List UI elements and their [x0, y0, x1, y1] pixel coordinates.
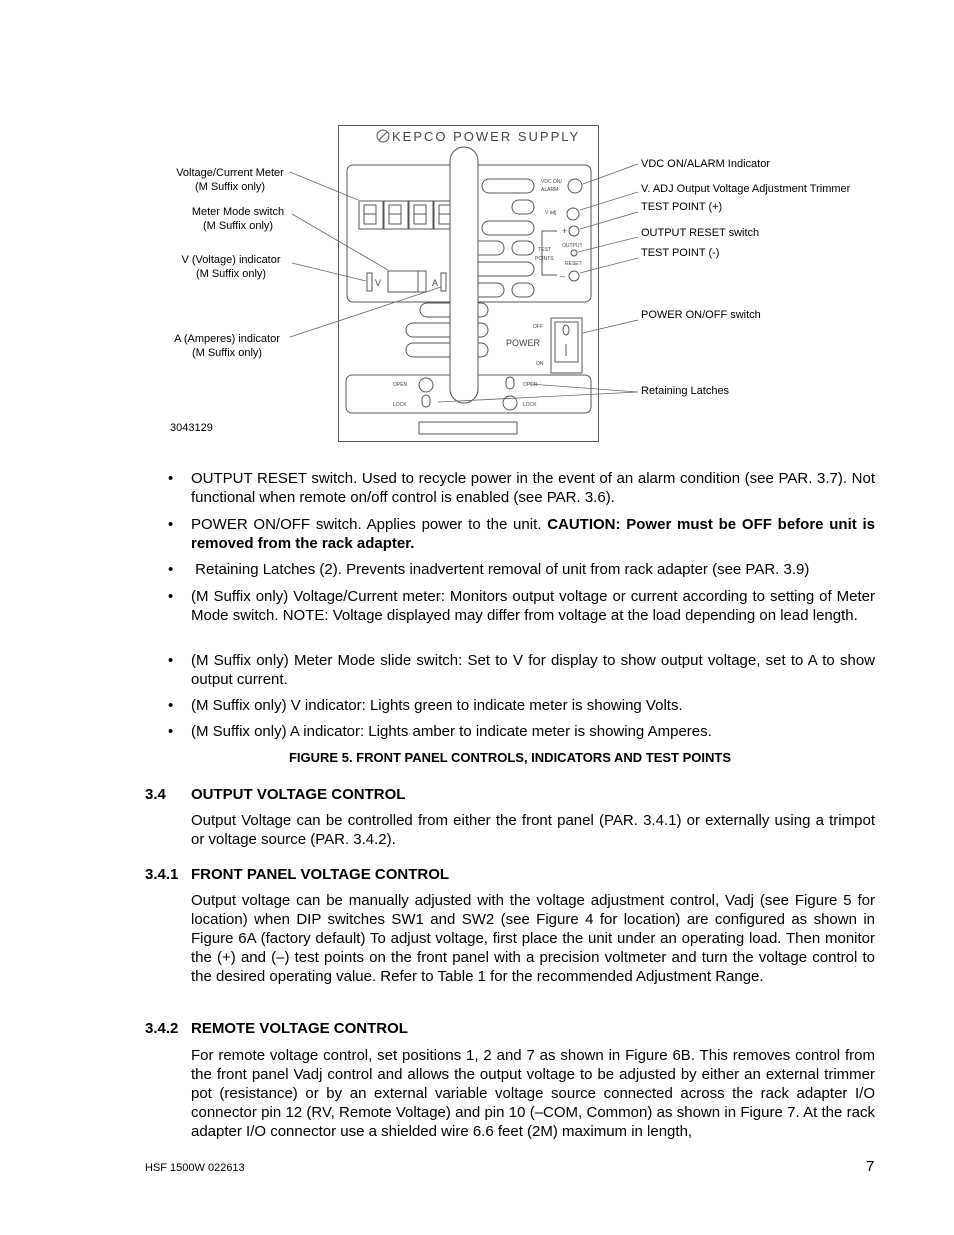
open-label-right: OPEN — [523, 382, 538, 388]
callout-test-plus: TEST POINT (+) — [641, 201, 723, 213]
bullet-text: POWER ON/OFF switch. Applies power to the unit. — [191, 516, 548, 533]
vdc-alarm-indicator — [568, 179, 582, 193]
callout-vdc-alarm: VDC ON/ALARM Indicator — [641, 158, 770, 170]
points-label: POINTS — [535, 256, 554, 262]
callout-meter-sub: (M Suffix only) — [194, 181, 266, 193]
callout-v-indicator: V (Voltage) indicator — [181, 254, 281, 266]
test-label: TEST — [538, 247, 551, 253]
minus-label: – — [560, 271, 566, 281]
callout-test-minus: TEST POINT (-) — [641, 247, 720, 259]
caution-text: CAUTION: Power must be OFF before unit is removed from the rack adapter. — [191, 516, 876, 552]
section-heading: OUTPUT VOLTAGE CONTROL — [191, 786, 406, 803]
callout-a-indicator-sub: (M Suffix only) — [191, 347, 263, 359]
bullet-icon: • — [168, 516, 174, 533]
bullet-meter: (M Suffix only) Voltage/Current meter: Monitors output voltage or current according to setting of Meter Mode switch. NOTE: Voltage displayed may differ from voltage at the load depending on lead length. — [191, 588, 875, 624]
on-label: ON — [536, 361, 544, 367]
bullet-a-indicator: (M Suffix only) A indicator: Lights amber to indicate meter is showing Amperes. — [191, 723, 712, 740]
callout-meter: Voltage/Current Meter — [176, 167, 284, 179]
section-number: 3.4 — [145, 786, 166, 803]
bullet-icon: • — [168, 697, 174, 714]
front-panel-figure — [0, 0, 954, 450]
section-number: 3.4.2 — [145, 1020, 179, 1037]
off-label: OFF — [533, 324, 543, 330]
lock-label-left: LOCK — [393, 402, 407, 408]
v-label: V — [375, 278, 382, 288]
section-heading: REMOTE VOLTAGE CONTROL — [191, 1020, 408, 1037]
test-point-plus — [569, 226, 579, 236]
handle[interactable] — [450, 147, 478, 403]
bullet-icon: • — [168, 652, 174, 669]
vadj-label: V adj — [545, 210, 557, 216]
output-reset-switch[interactable] — [571, 250, 577, 256]
bullet-icon: • — [168, 588, 174, 605]
vdc-label-2: ALARM — [541, 187, 559, 193]
drawing-number: 3043129 — [170, 422, 213, 434]
bullet-icon: • — [168, 470, 174, 487]
bullet-power-switch — [191, 515, 875, 553]
callout-vadj: V. ADJ Output Voltage Adjustment Trimmer — [641, 183, 851, 195]
latch-left[interactable] — [419, 378, 433, 392]
bullet-mode-switch: (M Suffix only) Meter Mode slide switch: Set to V for display to show output voltage, set to A to show output current. — [191, 652, 875, 688]
section-number: 3.4.1 — [145, 866, 179, 883]
v-indicator — [367, 273, 372, 291]
page-number: 7 — [866, 1158, 875, 1175]
section-body: For remote voltage control, set positions 1, 2 and 7 as shown in Figure 6B. This removes control from the front panel Vadj control and allows the output voltage to be adjusted by either an external trimmer pot (resistance) or by an external variable voltage source connected across the rack adapter I/O connector pin 12 (RV, Remote Voltage) and pin 10 (–COM, Common) as shown in Figure 7. At the rack adapter I/O connector use a shielded wire 6.6 feet (2M) maximum in length, — [191, 1047, 875, 1140]
meter-display — [359, 201, 458, 229]
figure-caption: FIGURE 5. FRONT PANEL CONTROLS, INDICATORS AND TEST POINTS — [288, 750, 732, 765]
callout-latches: Retaining Latches — [641, 385, 730, 397]
bullet-v-indicator: (M Suffix only) V indicator: Lights green to indicate meter is showing Volts. — [191, 697, 683, 714]
section-body: Output voltage can be manually adjusted with the voltage adjustment control, Vadj (see Figure 5 for location) when DIP switches SW1 and SW2 (see Figure 4 for location) are configured as shown in Figure 6A (factory default) To adjust voltage, first place the unit under an operating load. Then monitor the (+) and (–) test points on the front panel with a precision voltmeter and turn the voltage control to the desired operating value. Refer to Table 1 for the recommended Adjustment Range. — [191, 892, 875, 985]
callout-mode-switch-sub: (M Suffix only) — [202, 220, 274, 232]
callout-mode-switch: Meter Mode switch — [191, 206, 285, 218]
bullet-latches: Retaining Latches (2). Prevents inadvertent removal of unit from rack adapter (see PAR. 3.9) — [191, 561, 810, 578]
meter-mode-switch[interactable] — [388, 271, 426, 292]
test-point-minus — [569, 271, 579, 281]
reset-label: RESET — [565, 261, 582, 267]
label-plate — [419, 422, 517, 434]
vadj-trimmer[interactable] — [567, 208, 579, 220]
plus-label: + — [562, 226, 568, 236]
a-label: A — [432, 278, 439, 288]
bullet-icon: • — [168, 561, 174, 578]
a-indicator — [441, 273, 446, 291]
section-heading: FRONT PANEL VOLTAGE CONTROL — [191, 866, 450, 883]
output-label: OUTPUT — [562, 243, 583, 249]
bullet-icon: • — [168, 723, 174, 740]
footer-doc-id: HSF 1500W 022613 — [145, 1162, 245, 1174]
bullet-output-reset: OUTPUT RESET switch. Used to recycle power in the event of an alarm condition (see PAR. 3.7). Not functional when remote on/off control is enabled (see PAR. 3.6). — [191, 470, 875, 506]
section-body: Output Voltage can be controlled from either the front panel (PAR. 3.4.1) or externally using a trimpot or voltage source (PAR. 3.4.2). — [191, 812, 875, 848]
lock-label-right: LOCK — [523, 402, 537, 408]
open-label-left: OPEN — [393, 382, 408, 388]
callout-v-indicator-sub: (M Suffix only) — [195, 268, 267, 280]
vdc-label: VDC ON/ — [541, 179, 562, 185]
power-label: POWER — [506, 338, 541, 348]
brand-label: KEPCO POWER SUPPLY — [392, 129, 581, 144]
callout-power-switch: POWER ON/OFF switch — [641, 309, 761, 321]
callout-a-indicator: A (Amperes) indicator — [174, 333, 280, 345]
callout-output-reset: OUTPUT RESET switch — [641, 227, 760, 239]
